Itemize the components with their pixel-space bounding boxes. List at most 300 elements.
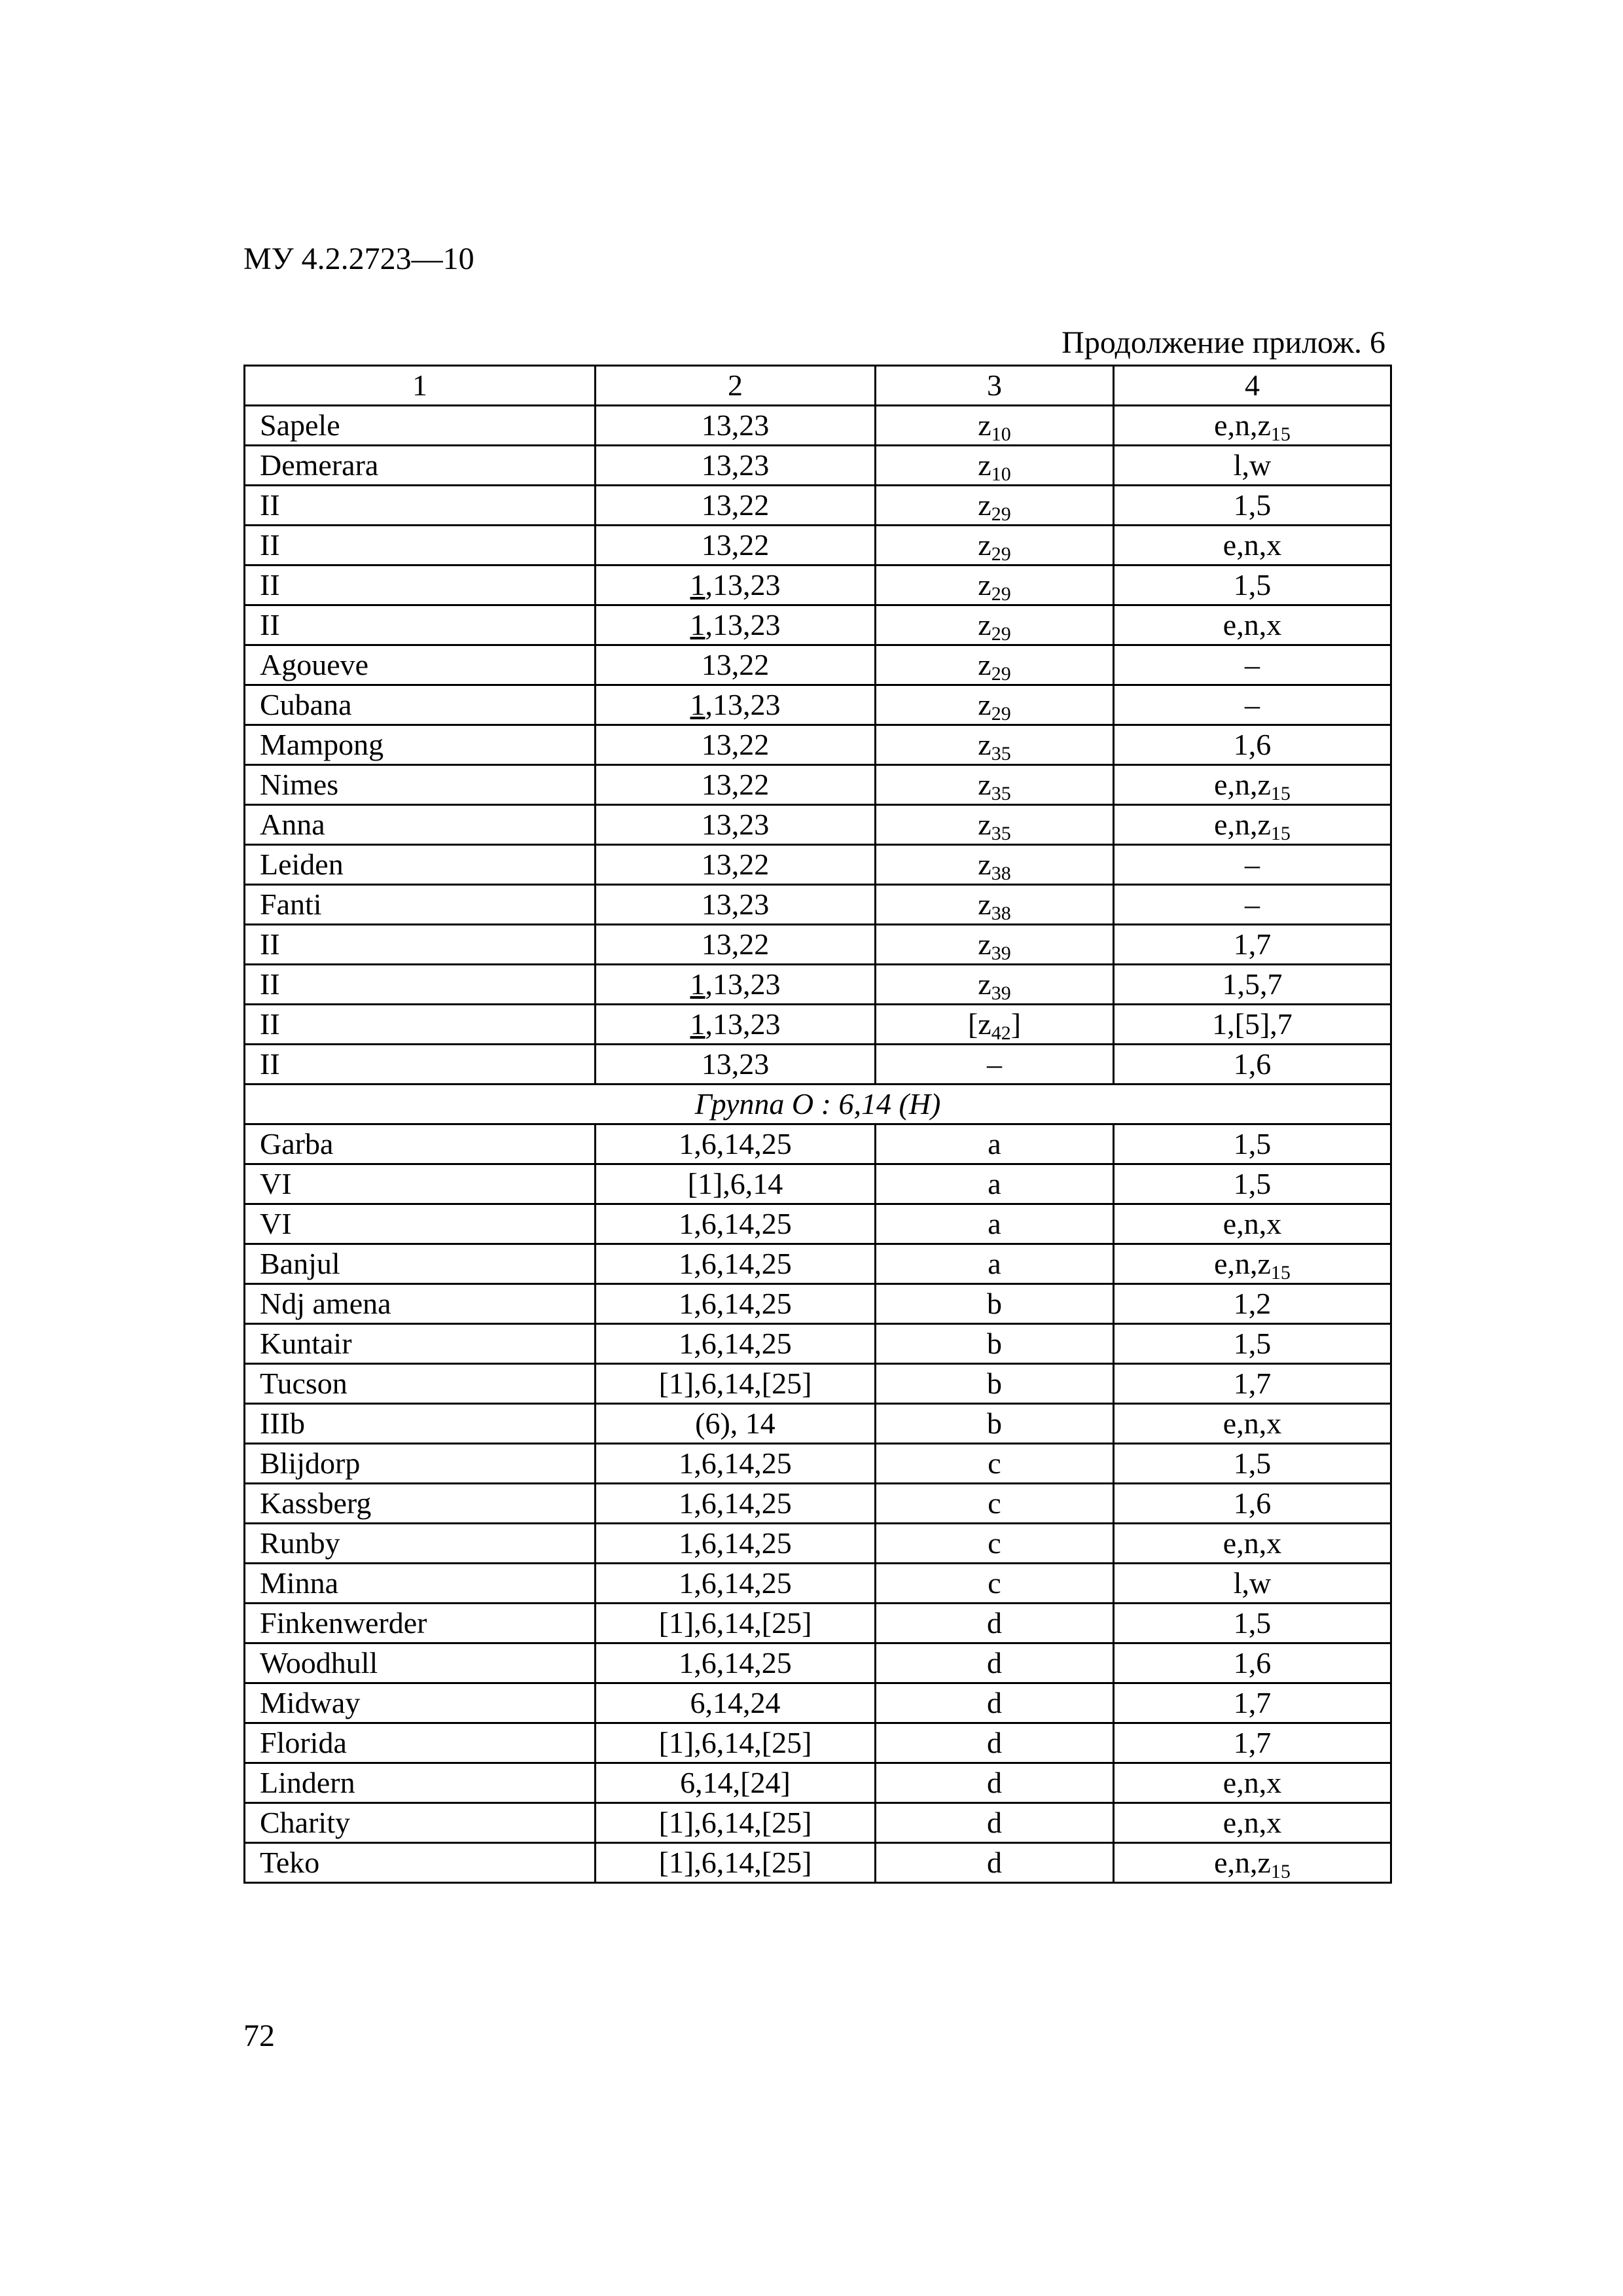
h-phase2-subscript: 15 [1270,1861,1291,1882]
serovar-name-cell: IIIb [245,1404,596,1444]
table-body [245,366,1391,1883]
table-row [245,885,1391,925]
o-antigen-text: 13,23 [701,888,770,921]
underlined-factor: 1 [690,1007,705,1041]
o-antigen-text: 6,14,24 [690,1686,781,1719]
o-antigen-cell [596,446,876,486]
h-phase1-cell [876,1444,1114,1484]
serovar-name-cell: VI [245,1204,596,1244]
serovar-name-cell: Leiden [245,845,596,885]
table-row [245,1723,1391,1763]
h-phase1-subscript: 38 [991,863,1011,884]
o-antigen-cell [596,885,876,925]
o-antigen-text: 13,23 [701,408,770,442]
o-antigen-cell [596,406,876,446]
h-phase1-subscript: 35 [991,783,1011,804]
table-row [245,765,1391,805]
h-phase2-text: 1,2 [1233,1287,1272,1320]
h-phase2-cell [1114,725,1391,765]
h-phase1-text: z [978,927,991,961]
h-phase1-cell [876,805,1114,845]
h-phase2-text: 1,7 [1233,1726,1272,1759]
o-antigen-text: 1,6,14,25 [679,1646,792,1679]
h-phase1-cell [876,406,1114,446]
serovar-name-cell: II [245,925,596,965]
o-antigen-cell [596,486,876,526]
h-phase1-text: c [988,1566,1001,1600]
h-phase2-text: e,n,x [1222,1207,1282,1240]
h-phase1-cell [876,1404,1114,1444]
h-phase1-cell [876,1284,1114,1324]
o-antigen-text: [1],6,14,[25] [658,1806,812,1839]
h-phase2-text: 1,5 [1233,1606,1272,1640]
h-phase2-text: e,n,z [1214,1247,1271,1280]
o-antigen-cell [596,725,876,765]
o-antigen-cell [596,965,876,1005]
o-antigen-cell [596,1324,876,1364]
h-phase2-cell [1114,1284,1391,1324]
column-header-row [245,366,1391,406]
h-phase1-text: c [988,1526,1001,1560]
h-phase2-text: 1,5 [1233,1167,1272,1200]
table-row [245,526,1391,565]
serovar-name-cell: Woodhull [245,1643,596,1683]
o-antigen-cell [596,805,876,845]
serovar-name-cell: Florida [245,1723,596,1763]
h-phase2-cell [1114,925,1391,965]
h-phase2-cell [1114,526,1391,565]
o-antigen-cell [596,1763,876,1803]
h-phase1-text: d [987,1646,1002,1679]
table-row [245,1444,1391,1484]
column-header: 2 [596,366,876,406]
h-phase2-text: e,n,x [1222,1766,1282,1799]
h-phase1-text: z [978,967,991,1001]
h-phase1-cell [876,1324,1114,1364]
o-antigen-text: 13,22 [701,848,770,881]
serovar-name-cell: II [245,605,596,645]
serovar-name-cell: II [245,1045,596,1085]
h-phase1-subscript: 39 [991,942,1011,964]
h-phase2-cell [1114,1364,1391,1404]
serovar-name-cell: Kuntair [245,1324,596,1364]
serovar-name-cell: Lindern [245,1763,596,1803]
h-phase2-cell [1114,765,1391,805]
serovar-name-cell: Blijdorp [245,1444,596,1484]
h-phase1-cell [876,1524,1114,1564]
h-phase1-text: a [988,1127,1001,1160]
table-row [245,1524,1391,1564]
o-antigen-text: 1,6,14,25 [679,1327,792,1360]
h-phase2-text: e,n,z [1214,1846,1271,1879]
h-phase2-subscript: 15 [1270,823,1291,844]
h-phase2-cell [1114,1005,1391,1045]
o-antigen-text: 13,22 [701,528,770,562]
h-phase1-cell [876,1564,1114,1604]
h-phase1-cell [876,1364,1114,1404]
h-phase1-cell [876,845,1114,885]
table-row [245,1204,1391,1244]
h-phase2-cell [1114,565,1391,605]
h-phase2-cell [1114,685,1391,725]
table-row [245,805,1391,845]
h-phase1-cell [876,1763,1114,1803]
serovar-name-cell: Sapele [245,406,596,446]
h-phase2-cell [1114,1524,1391,1564]
o-antigen-cell [596,1244,876,1284]
o-antigen-cell [596,1524,876,1564]
h-phase2-cell [1114,1324,1391,1364]
h-phase1-text: z [978,528,991,562]
h-phase2-text: l,w [1233,448,1272,482]
o-antigen-text: [1],6,14,[25] [658,1846,812,1879]
h-phase1-cell [876,1723,1114,1763]
h-phase1-cell [876,765,1114,805]
h-phase1-cell [876,446,1114,486]
h-phase1-text: z [978,408,991,442]
h-phase2-subscript: 15 [1270,783,1291,804]
h-phase2-text: 1,7 [1233,1686,1272,1719]
o-antigen-text: 1,6,14,25 [679,1446,792,1480]
table-row [245,1124,1391,1164]
h-phase1-text: – [987,1047,1002,1081]
h-phase1-suffix: ] [1010,1007,1022,1041]
h-phase2-cell [1114,1204,1391,1244]
o-antigen-text: 1,6,14,25 [679,1486,792,1520]
h-phase1-text: z [978,808,991,841]
table-row [245,845,1391,885]
h-phase2-text: 1,[5],7 [1212,1007,1293,1041]
h-phase2-cell [1114,885,1391,925]
h-phase1-cell [876,1843,1114,1883]
h-phase1-text: [z [967,1007,991,1041]
h-phase2-text: – [1245,888,1260,921]
serovar-name-cell: Agoueve [245,645,596,685]
h-phase1-text: b [987,1287,1002,1320]
h-phase2-text: 1,7 [1233,1367,1272,1400]
serovar-name-cell: Mampong [245,725,596,765]
o-antigen-cell [596,1604,876,1643]
underlined-factor: 1 [690,688,705,721]
h-phase2-cell [1114,1803,1391,1843]
o-antigen-text: ,13,23 [705,608,781,641]
h-phase1-cell [876,526,1114,565]
h-phase1-cell [876,645,1114,685]
serovar-name-cell: Anna [245,805,596,845]
table-row [245,1324,1391,1364]
h-phase1-text: a [988,1247,1001,1280]
o-antigen-cell [596,685,876,725]
h-phase2-cell [1114,406,1391,446]
h-phase2-cell [1114,1763,1391,1803]
h-phase1-text: d [987,1846,1002,1879]
table-row [245,1643,1391,1683]
h-phase2-text: 1,5 [1233,568,1272,601]
o-antigen-cell [596,1204,876,1244]
o-antigen-text: ,13,23 [705,688,781,721]
o-antigen-cell [596,1364,876,1404]
table-row [245,406,1391,446]
h-phase1-text: a [988,1167,1001,1200]
h-phase1-text: z [978,688,991,721]
table-row [245,1164,1391,1204]
h-phase2-text: e,n,z [1214,768,1271,801]
o-antigen-cell [596,1005,876,1045]
table-row [245,486,1391,526]
serovar-name-cell: Finkenwerder [245,1604,596,1643]
h-phase2-text: 1,5,7 [1222,967,1283,1001]
h-phase2-cell [1114,1124,1391,1164]
h-phase2-text: l,w [1233,1566,1272,1600]
h-phase1-cell [876,1643,1114,1683]
o-antigen-text: 13,22 [701,728,770,761]
h-phase2-text: – [1245,688,1260,721]
o-antigen-text: 1,6,14,25 [679,1127,792,1160]
h-phase1-text: c [988,1446,1001,1480]
h-phase1-text: z [978,888,991,921]
serovar-name-cell: II [245,965,596,1005]
h-phase1-text: d [987,1606,1002,1640]
o-antigen-text: 13,22 [701,488,770,522]
h-phase1-subscript: 35 [991,743,1011,764]
h-phase2-cell [1114,446,1391,486]
h-phase1-subscript: 42 [991,1022,1011,1044]
h-phase1-subscript: 29 [991,663,1011,685]
table-row [245,1364,1391,1404]
h-phase2-cell [1114,805,1391,845]
h-phase2-text: e,n,x [1222,608,1282,641]
serovar-name-cell: II [245,526,596,565]
h-phase1-text: d [987,1806,1002,1839]
h-phase1-cell [876,1604,1114,1643]
h-phase2-text: 1,6 [1233,1486,1272,1520]
o-antigen-cell [596,1643,876,1683]
h-phase2-text: 1,6 [1233,1646,1272,1679]
h-phase2-cell [1114,1484,1391,1524]
table-row [245,1564,1391,1604]
h-phase1-cell [876,685,1114,725]
h-phase2-text: 1,6 [1233,728,1272,761]
h-phase1-cell [876,565,1114,605]
h-phase2-cell [1114,1164,1391,1204]
o-antigen-cell [596,1723,876,1763]
h-phase1-subscript: 10 [991,423,1011,445]
o-antigen-cell [596,1564,876,1604]
h-phase2-cell [1114,645,1391,685]
h-phase2-text: e,n,z [1214,808,1271,841]
o-antigen-text: 1,6,14,25 [679,1207,792,1240]
h-phase1-cell [876,725,1114,765]
h-phase1-text: z [978,488,991,522]
h-phase2-text: e,n,x [1222,528,1282,562]
serovar-name-cell: Kassberg [245,1484,596,1524]
h-phase1-subscript: 38 [991,903,1011,924]
h-phase1-text: z [978,608,991,641]
continuation-note: Продолжение прилож. 6 [1061,325,1385,360]
h-phase1-cell [876,1484,1114,1524]
o-antigen-cell [596,565,876,605]
h-phase2-text: 1,5 [1233,1327,1272,1360]
o-antigen-text: 13,23 [701,1047,770,1081]
serovar-name-cell: VI [245,1164,596,1204]
serovar-name-cell: Minna [245,1564,596,1604]
h-phase2-cell [1114,1045,1391,1085]
h-phase2-text: 1,5 [1233,1446,1272,1480]
o-antigen-cell [596,845,876,885]
o-antigen-cell [596,1803,876,1843]
h-phase1-subscript: 29 [991,583,1011,605]
table-row [245,1843,1391,1883]
h-phase1-subscript: 29 [991,703,1011,725]
h-phase2-cell [1114,1643,1391,1683]
serovar-name-cell: Fanti [245,885,596,925]
o-antigen-cell [596,925,876,965]
h-phase2-text: 1,5 [1233,488,1272,522]
document-code: МУ 4.2.2723—10 [243,242,474,276]
o-antigen-cell [596,605,876,645]
h-phase2-text: e,n,x [1222,1526,1282,1560]
h-phase2-text: 1,5 [1233,1127,1272,1160]
o-antigen-cell [596,1284,876,1324]
o-antigen-cell [596,1683,876,1723]
h-phase2-cell [1114,1723,1391,1763]
o-antigen-cell [596,1404,876,1444]
h-phase1-text: d [987,1686,1002,1719]
h-phase1-subscript: 35 [991,823,1011,844]
h-phase2-cell [1114,605,1391,645]
underlined-factor: 1 [690,568,705,601]
h-phase2-cell [1114,1404,1391,1444]
h-phase1-text: z [978,448,991,482]
h-phase1-cell [876,1683,1114,1723]
o-antigen-text: (6), 14 [695,1407,776,1440]
group-header: Группа O : 6,14 (H) [245,1085,1391,1124]
h-phase1-text: b [987,1327,1002,1360]
h-phase1-cell [876,486,1114,526]
table-row [245,1683,1391,1723]
h-phase1-subscript: 39 [991,982,1011,1004]
h-phase1-cell [876,925,1114,965]
o-antigen-text: 1,6,14,25 [679,1287,792,1320]
h-phase1-text: z [978,768,991,801]
h-phase1-cell [876,1803,1114,1843]
serovar-name-cell: Charity [245,1803,596,1843]
h-phase1-text: d [987,1726,1002,1759]
o-antigen-text: [1],6,14 [687,1167,783,1200]
h-phase1-cell [876,885,1114,925]
table-row [245,1005,1391,1045]
table-row [245,605,1391,645]
h-phase1-text: b [987,1367,1002,1400]
h-phase2-subscript: 15 [1270,423,1291,445]
serovar-name-cell: Tucson [245,1364,596,1404]
serovar-name-cell: Teko [245,1843,596,1883]
serovar-name-cell: Runby [245,1524,596,1564]
h-phase2-text: 1,6 [1233,1047,1272,1081]
serovar-name-cell: Garba [245,1124,596,1164]
h-phase1-subscript: 29 [991,623,1011,645]
o-antigen-text: 1,6,14,25 [679,1526,792,1560]
h-phase2-text: e,n,x [1222,1407,1282,1440]
underlined-factor: 1 [690,967,705,1001]
serovar-name-cell: II [245,1005,596,1045]
o-antigen-cell [596,1164,876,1204]
h-phase1-text: z [978,648,991,681]
h-phase2-cell [1114,1843,1391,1883]
table-row [245,565,1391,605]
o-antigen-text: 13,22 [701,927,770,961]
h-phase1-text: d [987,1766,1002,1799]
o-antigen-cell [596,765,876,805]
h-phase1-subscript: 10 [991,463,1011,485]
h-phase1-cell [876,1124,1114,1164]
underlined-factor: 1 [690,608,705,641]
h-phase1-subscript: 29 [991,503,1011,525]
o-antigen-cell [596,1045,876,1085]
serovar-name-cell: II [245,565,596,605]
h-phase1-cell [876,605,1114,645]
h-phase2-cell [1114,1444,1391,1484]
h-phase1-text: a [988,1207,1001,1240]
table-row [245,1404,1391,1444]
o-antigen-text: 13,23 [701,448,770,482]
h-phase1-cell [876,1164,1114,1204]
h-phase1-cell [876,1005,1114,1045]
o-antigen-cell [596,1444,876,1484]
h-phase1-cell [876,965,1114,1005]
column-header: 3 [876,366,1114,406]
o-antigen-cell [596,1484,876,1524]
o-antigen-cell [596,645,876,685]
o-antigen-cell [596,1124,876,1164]
h-phase2-text: e,n,x [1222,1806,1282,1839]
o-antigen-text: 13,22 [701,768,770,801]
table-row [245,685,1391,725]
h-phase2-text: – [1245,848,1260,881]
o-antigen-text: ,13,23 [705,568,781,601]
table-row [245,1045,1391,1085]
o-antigen-text: ,13,23 [705,1007,781,1041]
o-antigen-text: [1],6,14,[25] [658,1726,812,1759]
serovar-name-cell: Nimes [245,765,596,805]
table-row [245,1284,1391,1324]
table-row [245,1763,1391,1803]
o-antigen-text: 13,23 [701,808,770,841]
h-phase2-cell [1114,845,1391,885]
column-header: 1 [245,366,596,406]
h-phase1-text: b [987,1407,1002,1440]
serovar-name-cell: Banjul [245,1244,596,1284]
table-row [245,1803,1391,1843]
table-row [245,725,1391,765]
o-antigen-text: 1,6,14,25 [679,1566,792,1600]
serovar-name-cell: II [245,486,596,526]
page-number: 72 [243,2018,275,2053]
h-phase1-text: c [988,1486,1001,1520]
h-phase2-text: 1,7 [1233,927,1272,961]
h-phase1-text: z [978,568,991,601]
o-antigen-text: 13,22 [701,648,770,681]
serovar-name-cell: Midway [245,1683,596,1723]
serovar-name-cell: Ndj amena [245,1284,596,1324]
h-phase1-subscript: 29 [991,543,1011,565]
o-antigen-text: ,13,23 [705,967,781,1001]
o-antigen-text: 6,14,[24] [680,1766,791,1799]
table-row [245,1244,1391,1284]
h-phase1-text: z [978,848,991,881]
o-antigen-text: [1],6,14,[25] [658,1606,812,1640]
column-header: 4 [1114,366,1391,406]
